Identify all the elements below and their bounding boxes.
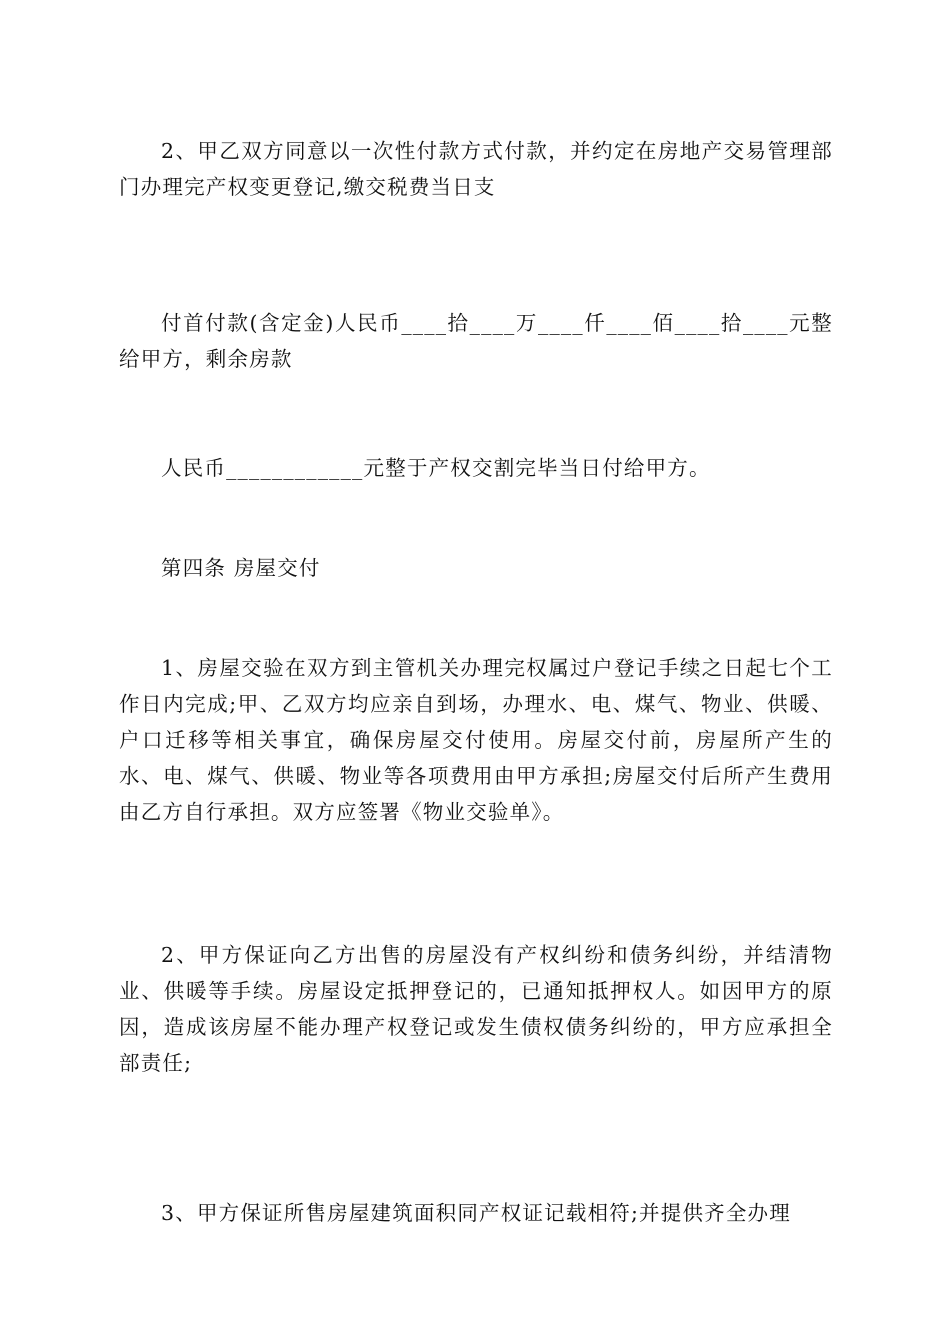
paragraph-seller-guarantee: 2、甲方保证向乙方出售的房屋没有产权纠纷和债务纠纷，并结清物业、供暖等手续。房屋设定抵押登记的，已通知抵押权人。如因甲方的原因，造成该房屋不能办理产权登记或发生债权债务纠纷的，甲方应承担全部责任; [119, 943, 833, 1075]
section-heading-article-4: 第四条 房屋交付 [161, 556, 321, 580]
paragraph-house-handover: 1、房屋交验在双方到主管机关办理完权属过户登记手续之日起七个工作日内完成;甲、乙双方均应亲自到场，办理水、电、煤气、物业、供暖、户口迁移等相关事宜，确保房屋交付使用。房屋交付前，房屋所产生的水、电、煤气、供暖、物业等各项费用由甲方承担;房屋交付后所产生费用由乙方自行承担。双方应签署《物业交验单》。 [119, 656, 833, 824]
paragraph-payment-method: 2、甲乙双方同意以一次性付款方式付款，并约定在房地产交易管理部门办理完产权变更登记,缴交税费当日支 [119, 139, 833, 199]
paragraph-remaining-payment: 人民币____________元整于产权交割完毕当日付给甲方。 [161, 456, 711, 480]
paragraph-area-guarantee: 3、甲方保证所售房屋建筑面积同产权证记载相符;并提供齐全办理 [161, 1201, 791, 1225]
paragraph-down-payment: 付首付款(含定金)人民币____拾____万____仟____佰____拾____元整给甲方，剩余房款 [119, 311, 833, 371]
